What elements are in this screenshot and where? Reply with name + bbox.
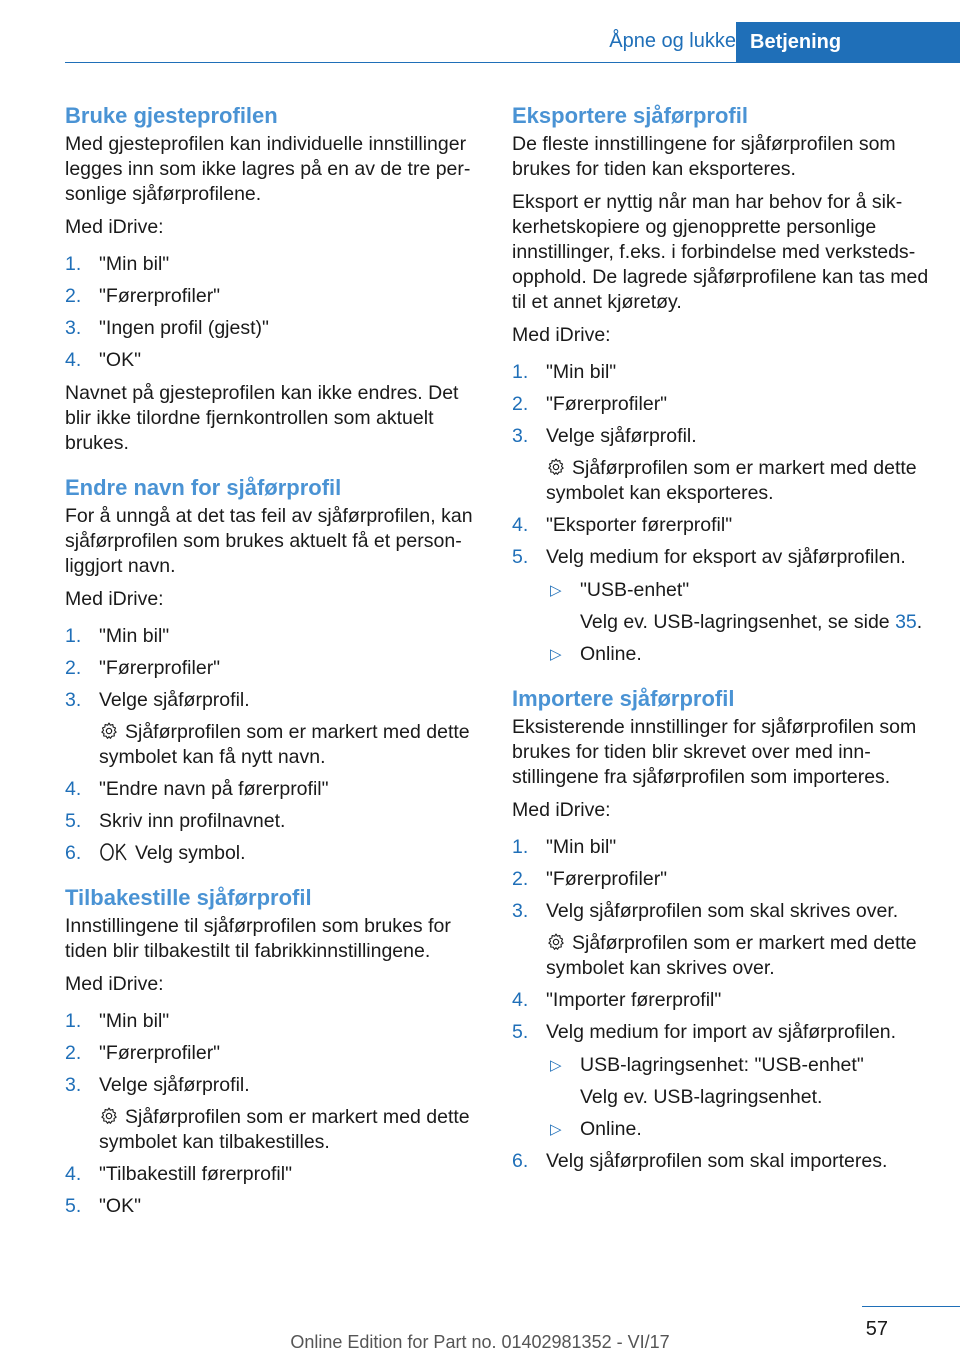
section-title: Bruke gjesteprofilen: [65, 103, 278, 128]
step-number: 4.: [512, 989, 529, 1011]
note-text: Sjåførprofilen som er markert med dette symbolet kan eksporteres.: [546, 457, 917, 504]
idrive-label: Med iDrive:: [65, 216, 164, 238]
step-item: [65, 1162, 485, 1187]
step-number: 2.: [65, 657, 82, 679]
step-text: "Min bil": [546, 361, 617, 383]
idrive-label: Med iDrive:: [512, 324, 611, 346]
step-number: 4.: [65, 349, 82, 371]
step-text: Velge sjåførprofil.: [99, 1074, 250, 1096]
step-text: Velg medium for import av sjåførprofilen.: [546, 1021, 897, 1043]
step-text: Velg sjåførprofilen som skal importeres.: [546, 1150, 888, 1172]
section-title: Endre navn for sjåførprofil: [65, 475, 342, 500]
step-text: "Min bil": [99, 625, 170, 647]
step-number: 3.: [65, 1074, 82, 1096]
step-number: 1.: [65, 253, 82, 275]
step-list: [65, 252, 485, 373]
step-text: "Tilbakestill førerprofil": [99, 1163, 292, 1185]
page-link[interactable]: 35: [895, 611, 917, 633]
gear-icon: [99, 721, 119, 741]
paragraph: For å unngå at det tas feil av sjåførprofilen, kan sjåførprofilen som brukes aktuelt få et personliggjort navn.: [65, 505, 473, 577]
step-number: 5.: [512, 546, 529, 568]
paragraph: Med gjesteprofilen kan individuelle innstillinger legges inn som ikke lagres på en av de tre personlige sjåførprofilene.: [65, 133, 471, 205]
step-number: 3.: [65, 689, 82, 711]
step-number: 4.: [65, 778, 82, 800]
step-list: [65, 1009, 485, 1219]
step-item: [512, 360, 932, 385]
note-text: Velg ev. USB-lagringsenhet, se side: [580, 611, 896, 633]
idrive-label: Med iDrive:: [65, 973, 164, 995]
note-text: Sjåførprofilen som er markert med dette symbolet kan skrives over.: [546, 932, 917, 979]
option-list: [546, 578, 932, 667]
triangle-bullet-icon: ▷: [550, 1121, 562, 1138]
step-item: [65, 1194, 485, 1219]
paragraph: Eksport er nyttig når man har behov for å sikkerhetskopiere og gjenopprette personlige innstillinger, f.eks. i forbindelse med verkstedsopphold. De lagrede sjåførprofilene kan tas med til et annet kjøretøy.: [512, 191, 929, 313]
step-text: "OK": [99, 1195, 142, 1217]
triangle-bullet-icon: ▷: [550, 1057, 562, 1074]
step-text: Velge sjåførprofil.: [546, 425, 697, 447]
footer-rule: [862, 1306, 960, 1307]
edition-footer: Online Edition for Part no. 01402981352 - VI/17: [290, 1332, 670, 1352]
option-text: "USB-enhet": [580, 579, 690, 601]
triangle-bullet-icon: ▷: [550, 646, 562, 663]
step-text: "Førerprofiler": [99, 285, 221, 307]
step-item: [512, 392, 932, 417]
paragraph: Navnet på gjesteprofilen kan ikke endres. Det blir ikke tilordne fjernkontrollen som aktuelt brukes.: [65, 382, 459, 454]
section-tab[interactable]: Åpne og lukke: [609, 30, 736, 52]
note-text-end: .: [916, 611, 923, 633]
right-column: [512, 100, 932, 1182]
step-number: 2.: [65, 1042, 82, 1064]
step-text: Velge sjåførprofil.: [99, 689, 250, 711]
step-item: [65, 777, 485, 802]
option-item: [546, 642, 932, 667]
option-note: Velg ev. USB-lagringsenhet.: [580, 1086, 823, 1108]
step-item: [65, 1041, 485, 1066]
step-text: "Eksporter førerprofil": [546, 514, 733, 536]
note-text: Sjåførprofilen som er markert med dette symbolet kan tilbakestilles.: [99, 1106, 470, 1153]
step-number: 6.: [512, 1150, 529, 1172]
section-rename-profile: [65, 472, 485, 866]
step-number: 5.: [512, 1021, 529, 1043]
step-number: 5.: [65, 1195, 82, 1217]
step-number: 3.: [65, 317, 82, 339]
section-export-profile: [512, 100, 932, 667]
idrive-label: Med iDrive:: [65, 588, 164, 610]
step-item: [65, 656, 485, 681]
step-item: [512, 513, 932, 538]
paragraph: Eksisterende innstillinger for sjåførprofilen som brukes for tiden blir skrevet over med innstillingene fra sjåførprofilen som importeres.: [512, 716, 917, 788]
step-text: Velg medium for eksport av sjåførprofilen.: [546, 546, 906, 568]
step-item: [65, 688, 485, 770]
step-number: 4.: [65, 1163, 82, 1185]
step-text: "OK": [99, 349, 142, 371]
chapter-tab[interactable]: Betjening: [736, 22, 960, 62]
step-item: [65, 252, 485, 277]
step-item: [65, 1009, 485, 1034]
step-item: [65, 316, 485, 341]
option-text: Online.: [580, 643, 642, 665]
step-text: "Førerprofiler": [99, 1042, 221, 1064]
step-number: 2.: [512, 393, 529, 415]
triangle-bullet-icon: ▷: [550, 582, 562, 599]
gear-icon: [546, 932, 566, 952]
option-item: [546, 1053, 932, 1110]
option-text: Online.: [580, 1118, 642, 1140]
step-item: [512, 988, 932, 1013]
idrive-label: Med iDrive:: [512, 799, 611, 821]
gear-icon: [546, 457, 566, 477]
section-import-profile: [512, 683, 932, 1174]
step-item: [65, 1073, 485, 1155]
step-item: [65, 348, 485, 373]
step-text: "Førerprofiler": [546, 868, 668, 890]
step-text: "Ingen profil (gjest)": [99, 317, 269, 339]
step-text: Velg symbol.: [135, 842, 246, 864]
step-item: [512, 545, 932, 667]
section-title: Tilbakestille sjåførprofil: [65, 885, 312, 910]
step-note: [546, 931, 932, 981]
step-item: [512, 1149, 932, 1174]
step-number: 2.: [65, 285, 82, 307]
step-list: [512, 835, 932, 1174]
step-number: 3.: [512, 900, 529, 922]
paragraph: Innstillingene til sjåførprofilen som brukes for tiden blir tilbakestilt til fabrikkinnstillingene.: [65, 915, 451, 962]
step-item: [512, 1020, 932, 1142]
step-number: 5.: [65, 810, 82, 832]
section-guest-profile: [65, 100, 485, 456]
step-item: [65, 284, 485, 309]
step-item: [512, 835, 932, 860]
step-item: [512, 867, 932, 892]
option-note: [580, 610, 932, 635]
step-item: [65, 624, 485, 649]
step-number: 1.: [65, 625, 82, 647]
paragraph: De fleste innstillingene for sjåførprofilen som brukes for tiden kan eksporteres.: [512, 133, 896, 180]
step-text: "Førerprofiler": [546, 393, 668, 415]
step-item: [512, 424, 932, 506]
step-item: [512, 899, 932, 981]
step-text: Velg sjåførprofilen som skal skrives over.: [546, 900, 899, 922]
step-text: "Min bil": [99, 253, 170, 275]
step-number: 1.: [512, 361, 529, 383]
option-list: [546, 1053, 932, 1142]
step-text: "Min bil": [546, 836, 617, 858]
step-number: 1.: [65, 1010, 82, 1032]
step-number: 1.: [512, 836, 529, 858]
step-text: "Endre navn på førerprofil": [99, 778, 329, 800]
section-title: Importere sjåførprofil: [512, 686, 735, 711]
step-list: [65, 624, 485, 866]
step-note: [546, 456, 932, 506]
step-note: [99, 1105, 485, 1155]
page-header: [65, 0, 960, 63]
option-item: [546, 578, 932, 635]
step-text: "Min bil": [99, 1010, 170, 1032]
option-item: [546, 1117, 932, 1142]
section-reset-profile: [65, 882, 485, 1219]
step-number: 4.: [512, 514, 529, 536]
step-text: "Importer førerprofil": [546, 989, 722, 1011]
step-item: [65, 809, 485, 834]
step-item: [65, 841, 485, 866]
step-number: 6.: [65, 842, 82, 864]
page-number: 57: [865, 1318, 888, 1340]
section-title: Eksportere sjåførprofil: [512, 103, 748, 128]
option-text: USB-lagringsenhet: "USB-enhet": [580, 1054, 864, 1076]
step-number: 3.: [512, 425, 529, 447]
step-list: [512, 360, 932, 667]
note-text: Sjåførprofilen som er markert med dette symbolet kan få nytt navn.: [99, 721, 470, 768]
gear-icon: [99, 1106, 119, 1126]
ok-icon: [99, 842, 129, 862]
step-note: [99, 720, 485, 770]
step-number: 2.: [512, 868, 529, 890]
step-text: "Førerprofiler": [99, 657, 221, 679]
left-column: [65, 100, 485, 1227]
step-text: Skriv inn profilnavnet.: [99, 810, 286, 832]
